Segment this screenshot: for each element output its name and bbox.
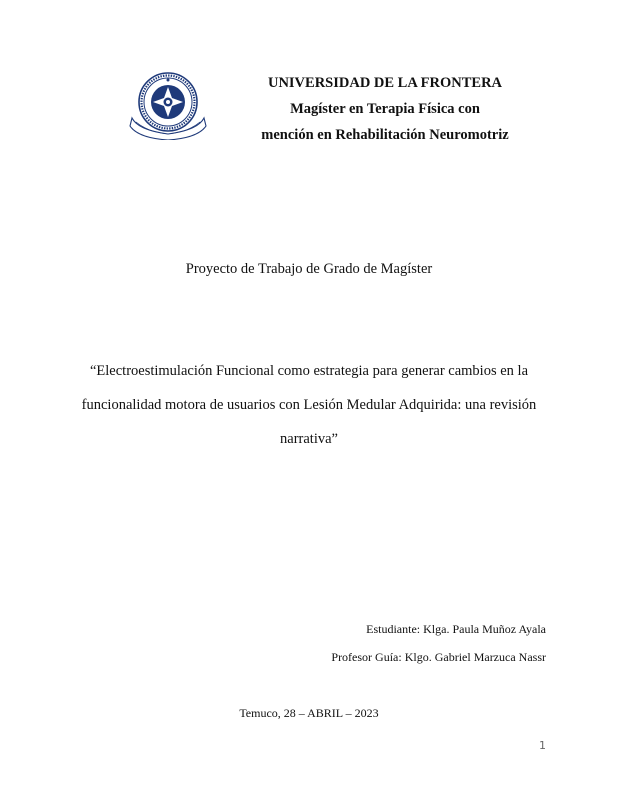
place-date: Temuco, 28 – ABRIL – 2023 — [239, 706, 379, 720]
program-line-2: mención en Rehabilitación Neuromotriz — [261, 127, 509, 143]
page-number: 1 — [539, 739, 546, 752]
advisor-name: Profesor Guía: Klgo. Gabriel Marzuca Nassr — [331, 650, 546, 664]
thesis-title-line: narrativa” — [280, 431, 338, 447]
thesis-title-line: “Electroestimulación Funcional como estrategia para generar cambios en la — [89, 363, 529, 379]
thesis-title-line: funcionalidad motora de usuarios con Lesión Medular Adquirida: una revisión — [81, 397, 537, 413]
project-label: Proyecto de Trabajo de Grado de Magíster — [185, 261, 433, 277]
program-line-1: Magíster en Terapia Física con — [290, 101, 480, 117]
student-name: Estudiante: Klga. Paula Muñoz Ayala — [366, 622, 546, 636]
university-header — [230, 70, 540, 148]
university-name: UNIVERSIDAD DE LA FRONTERA — [267, 75, 503, 91]
university-seal-icon — [128, 68, 208, 140]
thesis-title — [60, 354, 558, 456]
